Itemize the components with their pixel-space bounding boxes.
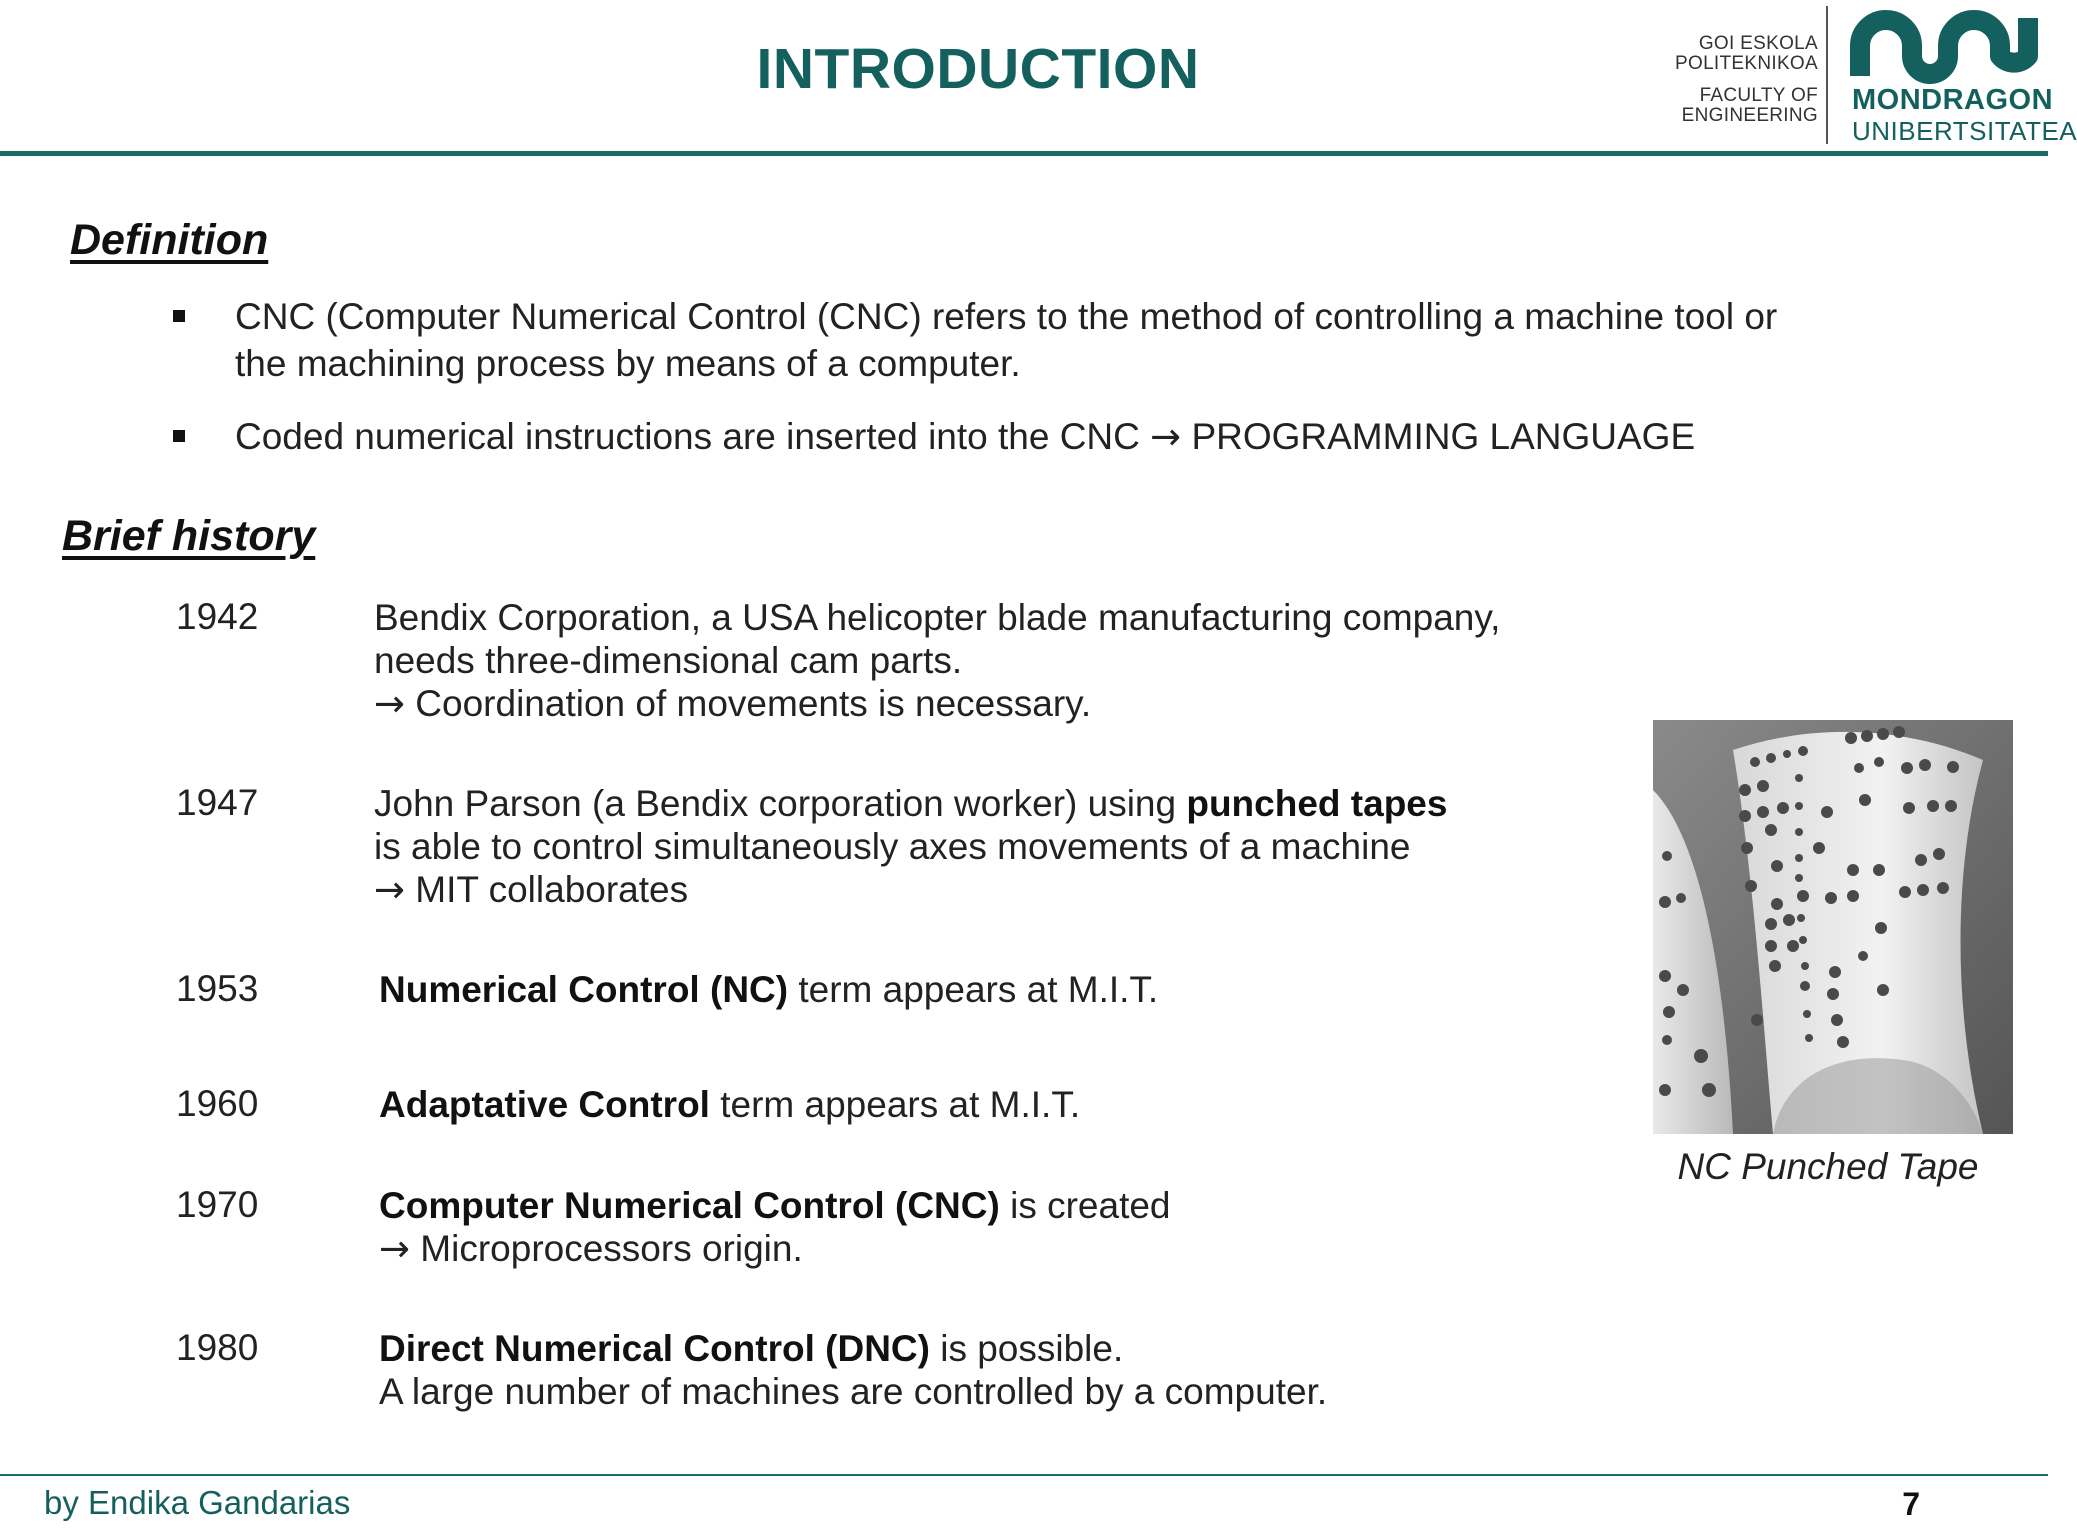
history-year-1947: 1947: [176, 782, 259, 823]
history-event-line: is able to control simultaneously axes movements of a machine: [374, 826, 1411, 867]
history-year-1942: 1942: [176, 596, 259, 637]
definition-bullet-1-line1: CNC (Computer Numerical Control (CNC) refers to the method of controlling a machine tool or: [235, 296, 1778, 337]
history-event-bold: Numerical Control (NC): [379, 969, 789, 1010]
history-event-1942: [374, 596, 1500, 725]
punched-tape-illustration: [1653, 720, 2013, 1134]
header-divider: [0, 151, 2048, 156]
punched-tape-photo: [1653, 720, 2013, 1134]
history-year-1953: 1953: [176, 968, 259, 1009]
logo-faculty-line2: ENGINEERING: [1681, 105, 1818, 126]
history-event-line: [374, 868, 1447, 911]
history-event-bold: Adaptative Control: [379, 1084, 710, 1125]
definition-bullet-1-line2: the machining process by means of a computer.: [235, 343, 1021, 384]
history-event-line: [374, 782, 1447, 825]
history-event-1960: [379, 1083, 1080, 1126]
figure-caption: NC Punched Tape: [1677, 1146, 1979, 1187]
arrow-right-icon: →: [374, 868, 406, 911]
history-event-line: needs three-dimensional cam parts.: [374, 640, 963, 681]
history-event-1953: [379, 968, 1158, 1011]
logo-name-line2: UNIBERTSITATEA: [1852, 116, 2077, 146]
history-event-text: is possible.: [929, 1328, 1124, 1369]
history-event-arrow-text: Coordination of movements is necessary.: [405, 683, 1092, 724]
history-event-bold: Computer Numerical Control (CNC): [379, 1185, 1000, 1226]
bullet-icon: [173, 430, 185, 442]
history-event-line: Bendix Corporation, a USA helicopter blade manufacturing company,: [374, 597, 1501, 638]
arrow-right-icon: →: [374, 682, 406, 725]
history-year-1970: 1970: [176, 1184, 259, 1225]
footer-divider: [0, 1474, 2048, 1476]
bullet-icon: [173, 310, 185, 322]
logo-school-line2: POLITEKNIKOA: [1675, 53, 1818, 74]
arrow-right-icon: →: [1150, 415, 1182, 458]
history-event-arrow-text: MIT collaborates: [405, 869, 689, 910]
definition-bullet-1: [235, 293, 1777, 387]
logo-faculty-line1: FACULTY OF: [1699, 85, 1818, 106]
history-event-text: is created: [999, 1185, 1171, 1226]
history-event-line: [379, 1327, 1327, 1370]
definition-heading: Definition: [70, 216, 269, 264]
history-event-line: A large number of machines are controlled by a computer.: [379, 1371, 1328, 1412]
arrow-right-icon: →: [379, 1227, 411, 1270]
page-number: 7: [1902, 1486, 1920, 1522]
history-event-line: [379, 1227, 1171, 1270]
slide-title: INTRODUCTION: [756, 37, 1200, 101]
history-event-bold: Direct Numerical Control (DNC): [379, 1328, 930, 1369]
history-year-1980: 1980: [176, 1327, 259, 1368]
history-event-arrow-text: Microprocessors origin.: [410, 1228, 803, 1269]
history-heading: Brief history: [62, 512, 316, 560]
definition-bullet-2: [235, 413, 1695, 460]
university-logo: [1675, 4, 2077, 146]
history-event-1970: [379, 1184, 1171, 1270]
logo-divider: [1826, 6, 1828, 144]
history-event-line: [379, 1184, 1171, 1227]
history-event-line: [374, 682, 1500, 725]
history-year-1960: 1960: [176, 1083, 259, 1124]
definition-bullet-2-text: Coded numerical instructions are inserted into the CNC: [235, 416, 1151, 457]
logo-name-line1: MONDRAGON: [1852, 84, 2054, 116]
history-event-text: term appears at M.I.T.: [709, 1084, 1081, 1125]
history-event-text: term appears at M.I.T.: [788, 969, 1159, 1010]
footer-author: by Endika Gandarias: [44, 1484, 351, 1521]
history-event-1980: [379, 1327, 1327, 1413]
history-event-1947: [374, 782, 1447, 911]
definition-bullet-2-result: PROGRAMMING LANGUAGE: [1181, 416, 1696, 457]
history-event-text: John Parson (a Bendix corporation worker) using: [374, 783, 1187, 824]
mondragon-mark-icon: [1850, 8, 2036, 80]
logo-school-line1: GOI ESKOLA: [1698, 33, 1818, 54]
history-event-bold: punched tapes: [1186, 783, 1448, 824]
